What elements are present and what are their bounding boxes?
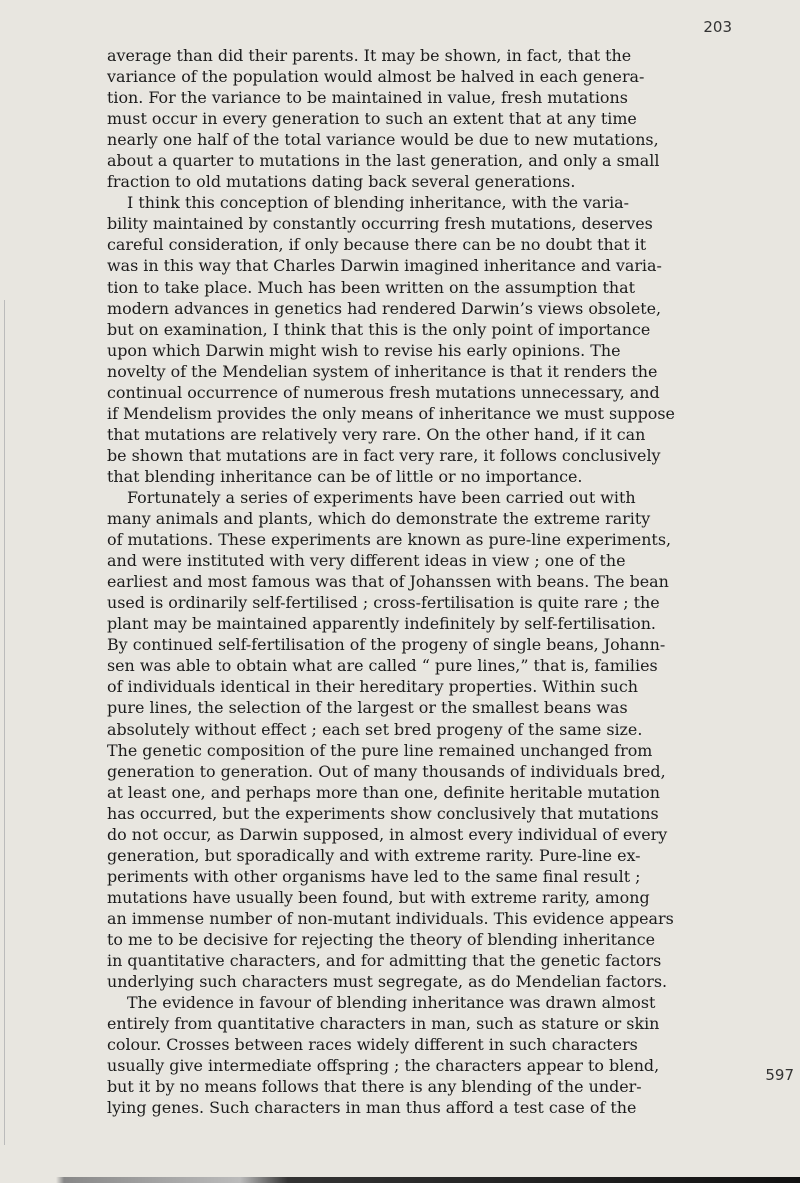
text-line: usually give intermediate offspring ; the characters appear to blend, (107, 1056, 660, 1076)
scan-edge-band (0, 1177, 800, 1183)
paragraph (107, 992, 712, 1118)
text-line: upon which Darwin might wish to revise his early opinions. The (107, 340, 621, 360)
text-line: to me to be decisive for rejecting the theory of blending inheritance (107, 929, 656, 949)
text-line: used is ordinarily self-fertilised ; cross-fertilisation is quite rare ; the (107, 593, 660, 613)
text-line: in quantitative characters, and for admitting that the genetic factors (107, 951, 662, 971)
text-line: tion to take place. Much has been written on the assumption that (107, 277, 635, 297)
page-edge-line (4, 300, 5, 1145)
text-line: was in this way that Charles Darwin imagined inheritance and varia- (107, 256, 662, 276)
text-line: at least one, and perhaps more than one, definite heritable mutation (107, 782, 660, 802)
text-line: do not occur, as Darwin supposed, in almost every individual of every (107, 824, 668, 844)
text-line: nearly one half of the total variance would be due to new mutations, (107, 130, 659, 150)
text-line: I think this conception of blending inheritance, with the varia- (127, 193, 629, 213)
paragraph (107, 45, 712, 192)
text-line: of mutations. These experiments are known as pure-line experiments, (107, 530, 672, 550)
text-line: has occurred, but the experiments show conclusively that mutations (107, 803, 659, 823)
text-line: tion. For the variance to be maintained in value, fresh mutations (107, 88, 628, 108)
text-line: but it by no means follows that there is any blending of the under- (107, 1077, 642, 1097)
text-line: of individuals identical in their hereditary properties. Within such (107, 677, 638, 697)
text-line: lying genes. Such characters in man thus afford a test case of the (107, 1098, 637, 1118)
text-line: average than did their parents. It may be shown, in fact, that the (107, 46, 632, 65)
text-line: entirely from quantitative characters in man, such as stature or skin (107, 1014, 660, 1034)
paragraph (107, 192, 712, 487)
page-number-top: 203 (703, 18, 732, 36)
text-line: The evidence in favour of blending inheritance was drawn almost (127, 993, 656, 1013)
text-line: modern advances in genetics had rendered Darwin’s views obsolete, (107, 298, 662, 318)
text-line: and were instituted with very different ideas in view ; one of the (107, 551, 626, 571)
text-line: novelty of the Mendelian system of inheritance is that it renders the (107, 361, 658, 381)
text-line: but on examination, I think that this is the only point of importance (107, 319, 651, 339)
text-line: an immense number of non-mutant individuals. This evidence appears (107, 908, 674, 928)
text-line: bility maintained by constantly occurring fresh mutations, deserves (107, 214, 653, 234)
text-line: sen was able to obtain what are called “ pure lines,” that is, families (107, 656, 658, 676)
text-line: periments with other organisms have led to the same final result ; (107, 866, 641, 886)
text-line: if Mendelism provides the only means of inheritance we must suppose (107, 403, 675, 423)
body-text (107, 45, 712, 1118)
text-line: underlying such characters must segregate, as do Mendelian factors. (107, 972, 668, 992)
text-line: The genetic composition of the pure line remained unchanged from (107, 740, 653, 760)
text-line: By continued self-fertilisation of the progeny of single beans, Johann- (107, 635, 666, 655)
text-line: that blending inheritance can be of little or no importance. (107, 466, 583, 486)
text-line: absolutely without effect ; each set bred progeny of the same size. (107, 719, 643, 739)
text-line: many animals and plants, which do demonstrate the extreme rarity (107, 509, 651, 529)
page-number-bottom: 597 (765, 1066, 794, 1084)
text-line: Fortunately a series of experiments have been carried out with (127, 487, 636, 507)
text-line: be shown that mutations are in fact very rare, it follows conclusively (107, 445, 661, 465)
text-line: mutations have usually been found, but with extreme rarity, among (107, 887, 650, 907)
text-line: fraction to old mutations dating back several generations. (107, 172, 576, 192)
text-line: variance of the population would almost be halved in each genera- (107, 67, 645, 87)
text-line: continual occurrence of numerous fresh mutations unnecessary, and (107, 382, 660, 402)
text-line: about a quarter to mutations in the last generation, and only a small (107, 151, 660, 171)
text-line: generation, but sporadically and with extreme rarity. Pure-line ex- (107, 845, 641, 865)
text-line: colour. Crosses between races widely different in such characters (107, 1035, 638, 1055)
text-line: that mutations are relatively very rare. On the other hand, if it can (107, 424, 646, 444)
text-line: generation to generation. Out of many thousands of individuals bred, (107, 761, 666, 781)
text-line: pure lines, the selection of the largest or the smallest beans was (107, 698, 628, 718)
paragraph (107, 487, 712, 992)
text-line: must occur in every generation to such an extent that at any time (107, 109, 637, 129)
text-line: earliest and most famous was that of Johanssen with beans. The bean (107, 572, 669, 592)
text-line: plant may be maintained apparently indefinitely by self-fertilisation. (107, 614, 656, 634)
text-line: careful consideration, if only because there can be no doubt that it (107, 235, 647, 255)
